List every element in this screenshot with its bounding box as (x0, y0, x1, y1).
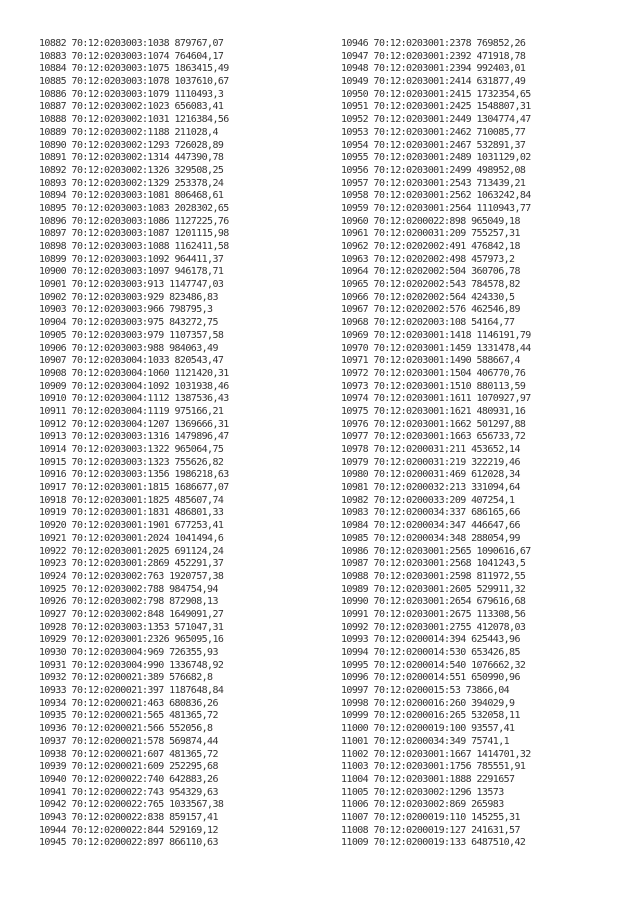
record-row: 10985 70:12:0200034:348 288054,99 (341, 532, 520, 544)
record-row: 11002 70:12:0203001:1667 1414701,32 (341, 748, 531, 760)
record-row: 10983 70:12:0200034:337 686165,66 (341, 507, 520, 519)
record-row: 10931 70:12:0203004:990 1336748,92 (39, 659, 224, 671)
record-row: 10914 70:12:0203003:1322 965064,75 (39, 444, 224, 455)
record-row: 10961 70:12:0200031:209 755257,31 (341, 228, 520, 240)
record-row: 10897 70:12:0203003:1087 1201115,98 (39, 228, 229, 240)
record-row: 10923 70:12:0203001:2869 452291,37 (39, 558, 224, 570)
record-row: 10960 70:12:0200022:898 965049,18 (341, 215, 520, 227)
record-row: 10951 70:12:0203001:2425 1548807,31 (341, 101, 531, 113)
record-row: 11000 70:12:0200019:100 93557,41 (341, 723, 515, 735)
record-row: 10967 70:12:0202002:576 462546,89 (341, 304, 520, 316)
record-row: 10959 70:12:0203001:2564 1110943,77 (341, 202, 531, 214)
left-column (39, 38, 229, 850)
record-row: 10944 70:12:0200022:844 529169,12 (39, 824, 218, 836)
record-row: 10898 70:12:0203003:1088 1162411,58 (39, 241, 229, 252)
record-row: 10889 70:12:0203002:1188 211028,4 (39, 126, 218, 138)
record-row: 10971 70:12:0203001:1490 588667,4 (341, 355, 520, 367)
record-row: 10926 70:12:0203002:798 872908,13 (39, 596, 218, 608)
record-row: 10977 70:12:0203001:1663 656733,72 (341, 431, 526, 443)
record-row: 10895 70:12:0203003:1083 2028302,65 (39, 202, 229, 214)
record-row: 10946 70:12:0203001:2378 769852,26 (341, 38, 526, 49)
right-column (341, 38, 531, 850)
record-row: 10940 70:12:0200022:740 642883,26 (39, 773, 218, 785)
record-row: 10887 70:12:0203002:1023 656083,41 (39, 101, 224, 113)
record-row: 10962 70:12:0202002:491 476842,18 (341, 241, 520, 252)
record-row: 10936 70:12:0200021:566 552056,8 (39, 723, 213, 735)
record-row: 10995 70:12:0200014:540 1076662,32 (341, 659, 526, 671)
record-row: 10942 70:12:0200022:765 1033567,38 (39, 799, 224, 811)
record-row: 10970 70:12:0203001:1459 1331478,44 (341, 342, 531, 354)
record-row: 10964 70:12:0202002:504 360706,78 (341, 266, 520, 278)
record-row: 10998 70:12:0200016:260 394029,9 (341, 697, 515, 709)
record-row: 10891 70:12:0203002:1314 447390,78 (39, 152, 224, 164)
record-row: 11004 70:12:0203001:1888 2291657 (341, 773, 515, 785)
record-row: 10922 70:12:0203001:2025 691124,24 (39, 545, 224, 557)
record-row: 10905 70:12:0203003:979 1107357,58 (39, 329, 224, 341)
record-row: 10969 70:12:0203001:1418 1146191,79 (341, 329, 531, 341)
record-row: 10981 70:12:0200032:213 331094,64 (341, 482, 520, 494)
record-row: 10890 70:12:0203002:1293 726028,89 (39, 139, 224, 151)
record-row: 10913 70:12:0203003:1316 1479896,47 (39, 431, 229, 443)
record-row: 10929 70:12:0203001:2326 965095,16 (39, 634, 224, 646)
record-row: 10952 70:12:0203001:2449 1304774,47 (341, 114, 531, 126)
record-row: 10903 70:12:0203003:966 798795,3 (39, 304, 213, 316)
record-row: 10996 70:12:0200014:551 650990,96 (341, 672, 520, 684)
record-row: 10902 70:12:0203003:929 823486,83 (39, 291, 218, 303)
record-row: 10963 70:12:0202002:498 457973,2 (341, 253, 515, 265)
record-row: 10982 70:12:0200033:209 407254,1 (341, 494, 515, 506)
record-row: 10966 70:12:0202002:564 424330,5 (341, 291, 515, 303)
record-row: 10909 70:12:0203004:1092 1031938,46 (39, 380, 229, 392)
record-row: 10930 70:12:0203004:969 726355,93 (39, 647, 218, 658)
record-row: 10925 70:12:0203002:788 984754,94 (39, 583, 218, 595)
record-row: 10992 70:12:0203001:2755 412078,03 (341, 621, 526, 633)
record-row: 10908 70:12:0203004:1060 1121420,31 (39, 367, 229, 379)
record-row: 10882 70:12:0203003:1038 879767,07 (39, 38, 224, 49)
record-row: 10994 70:12:0200014:530 653426,85 (341, 647, 520, 658)
record-row: 10899 70:12:0203003:1092 964411,37 (39, 253, 224, 265)
record-row: 10904 70:12:0203003:975 843272,75 (39, 317, 218, 329)
record-row: 10921 70:12:0203001:2024 1041494,6 (39, 532, 224, 544)
record-row: 11001 70:12:0200034:349 75741,1 (341, 735, 510, 747)
record-row: 10919 70:12:0203001:1831 486801,33 (39, 507, 224, 519)
record-row: 10993 70:12:0200014:394 625443,96 (341, 634, 520, 646)
record-row: 10916 70:12:0203003:1356 1986218,63 (39, 469, 229, 481)
record-row: 10912 70:12:0203004:1207 1369666,31 (39, 418, 229, 430)
record-row: 10917 70:12:0203001:1815 1686677,07 (39, 482, 229, 494)
record-row: 10990 70:12:0203001:2654 679616,68 (341, 596, 526, 608)
record-row: 10896 70:12:0203003:1086 1127225,76 (39, 215, 229, 227)
record-row: 10935 70:12:0200021:565 481365,72 (39, 710, 218, 722)
record-row: 10974 70:12:0203001:1611 1070927,97 (341, 393, 531, 405)
record-row: 10901 70:12:0203003:913 1147747,03 (39, 279, 224, 291)
record-row: 10894 70:12:0203003:1081 806468,61 (39, 190, 224, 202)
record-row: 10957 70:12:0203001:2543 713439,21 (341, 177, 526, 189)
record-row: 10956 70:12:0203001:2499 498952,08 (341, 164, 526, 176)
record-row: 11009 70:12:0200019:133 6487510,42 (341, 837, 526, 849)
record-row: 10915 70:12:0203003:1323 755626,82 (39, 456, 224, 468)
record-row: 10997 70:12:0200015:53 73866,04 (341, 685, 510, 697)
record-row: 10883 70:12:0203003:1074 764604,17 (39, 50, 224, 62)
record-row: 10920 70:12:0203001:1901 677253,41 (39, 520, 224, 532)
record-row: 10938 70:12:0200021:607 481365,72 (39, 748, 218, 760)
record-row: 10980 70:12:0200031:469 612028,34 (341, 469, 520, 481)
record-row: 10975 70:12:0203001:1621 480931,16 (341, 405, 526, 417)
record-row: 10943 70:12:0200022:838 859157,41 (39, 811, 218, 823)
record-row: 10999 70:12:0200016:265 532058,11 (341, 710, 520, 722)
record-row: 11007 70:12:0200019:110 145255,31 (341, 811, 520, 823)
record-row: 10924 70:12:0203002:763 1920757,38 (39, 570, 224, 582)
record-row: 10941 70:12:0200022:743 954329,63 (39, 786, 218, 798)
record-row: 10900 70:12:0203003:1097 946178,71 (39, 266, 224, 278)
record-row: 10988 70:12:0203001:2598 811972,55 (341, 570, 526, 582)
record-row: 10978 70:12:0200031:211 453652,14 (341, 444, 520, 455)
record-row: 10986 70:12:0203001:2565 1090616,67 (341, 545, 531, 557)
record-row: 10893 70:12:0203002:1329 253378,24 (39, 177, 224, 189)
record-row: 10911 70:12:0203004:1119 975166,21 (39, 405, 224, 417)
record-row: 10884 70:12:0203003:1075 1863415,49 (39, 63, 229, 75)
record-row: 10888 70:12:0203002:1031 1216384,56 (39, 114, 229, 126)
record-row: 10934 70:12:0200021:463 680836,26 (39, 697, 218, 709)
record-row: 10984 70:12:0200034:347 446647,66 (341, 520, 520, 532)
record-row: 10918 70:12:0203001:1825 485607,74 (39, 494, 224, 506)
record-row: 10965 70:12:0202002:543 784578,82 (341, 279, 520, 291)
record-row: 10892 70:12:0203002:1326 329508,25 (39, 164, 224, 176)
record-row: 10987 70:12:0203001:2568 1041243,5 (341, 558, 526, 570)
record-row: 10932 70:12:0200021:389 576682,8 (39, 672, 213, 684)
record-row: 10954 70:12:0203001:2467 532891,37 (341, 139, 526, 151)
record-row: 10989 70:12:0203001:2605 529911,32 (341, 583, 526, 595)
record-row: 10886 70:12:0203003:1079 1110493,3 (39, 88, 224, 100)
record-row: 10927 70:12:0203002:848 1649091,27 (39, 608, 224, 620)
record-row: 11003 70:12:0203001:1756 785551,91 (341, 761, 526, 773)
record-row: 10976 70:12:0203001:1662 501297,88 (341, 418, 526, 430)
record-row: 10973 70:12:0203001:1510 880113,59 (341, 380, 526, 392)
record-row: 10945 70:12:0200022:897 866110,63 (39, 837, 218, 849)
record-row: 11008 70:12:0200019:127 241631,57 (341, 824, 520, 836)
record-row: 10910 70:12:0203004:1112 1387536,43 (39, 393, 229, 405)
record-row: 10968 70:12:0202003:108 54164,77 (341, 317, 515, 329)
record-row: 10950 70:12:0203001:2415 1732354,65 (341, 88, 531, 100)
record-row: 10906 70:12:0203003:988 984063,49 (39, 342, 218, 354)
record-row: 10937 70:12:0200021:578 569874,44 (39, 735, 218, 747)
record-row: 10933 70:12:0200021:397 1187648,84 (39, 685, 224, 697)
record-row: 10948 70:12:0203001:2394 992403,01 (341, 63, 526, 75)
record-row: 10907 70:12:0203004:1033 820543,47 (39, 355, 224, 367)
record-row: 10953 70:12:0203001:2462 710085,77 (341, 126, 526, 138)
record-row: 10979 70:12:0200031:219 322219,46 (341, 456, 520, 468)
record-row: 11005 70:12:0203002:1296 13573 (341, 786, 504, 798)
record-row: 11006 70:12:0203002:869 265983 (341, 799, 504, 811)
record-row: 10955 70:12:0203001:2489 1031129,02 (341, 152, 531, 164)
record-row: 10991 70:12:0203001:2675 113308,56 (341, 608, 526, 620)
record-row: 10885 70:12:0203003:1078 1037610,67 (39, 76, 229, 88)
record-row: 10949 70:12:0203001:2414 631877,49 (341, 76, 526, 88)
record-row: 10972 70:12:0203001:1504 406770,76 (341, 367, 526, 379)
record-row: 10928 70:12:0203003:1353 571047,31 (39, 621, 224, 633)
record-row: 10958 70:12:0203001:2562 1063242,84 (341, 190, 531, 202)
record-row: 10947 70:12:0203001:2392 471918,78 (341, 50, 526, 62)
record-row: 10939 70:12:0200021:609 252295,68 (39, 761, 218, 773)
